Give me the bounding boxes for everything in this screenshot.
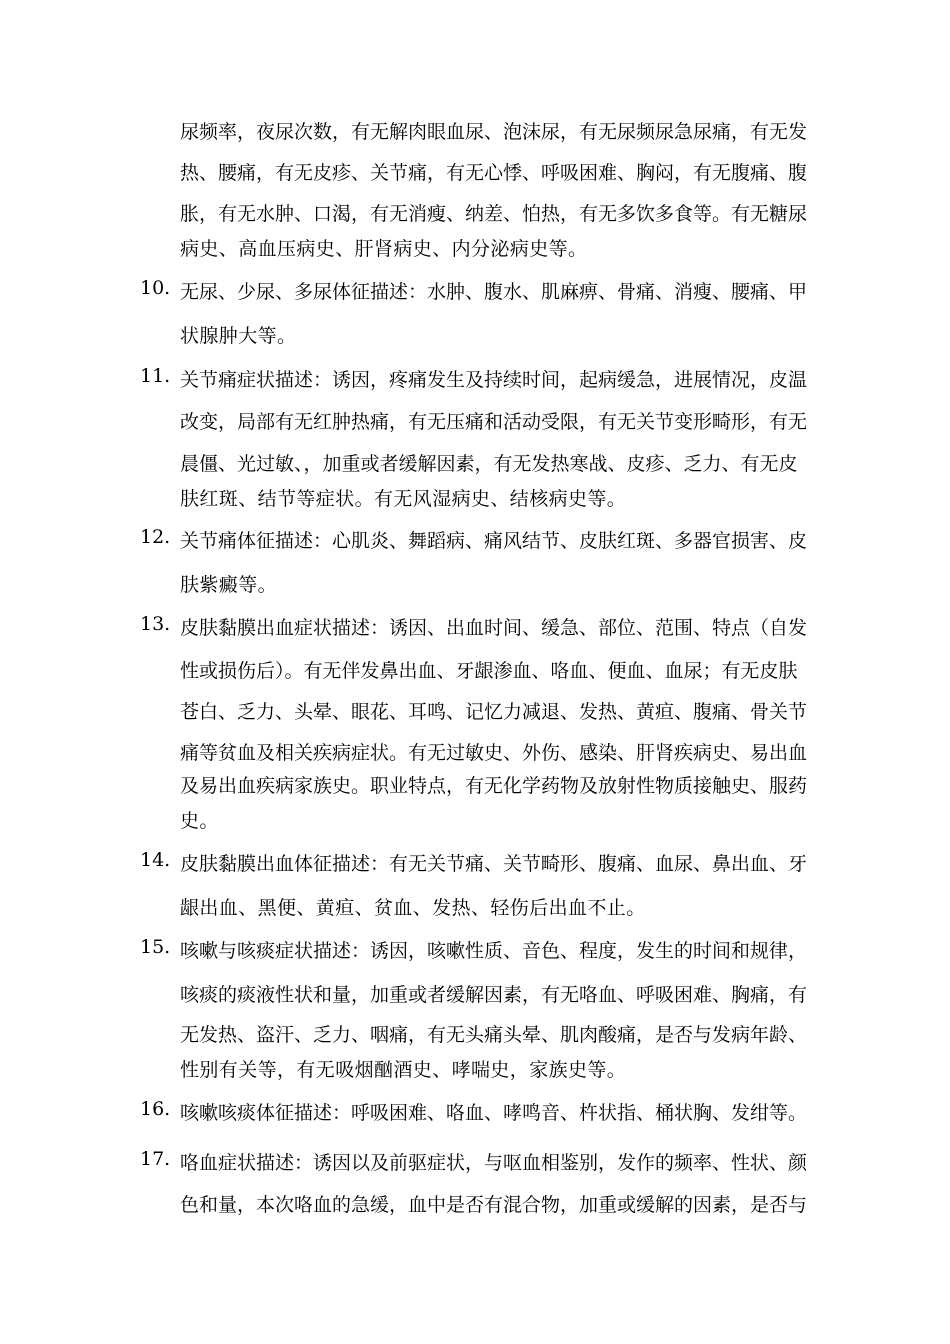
item-number: 16. [140,1098,171,1120]
continuation-line: 尿频率，夜尿次数，有无解肉眼血尿、泡沫尿，有无尿频尿急尿痛，有无发 [180,121,808,143]
item-line: 咳痰的痰液性状和量，加重或者缓解因素，有无咯血、呼吸困难、胸痛，有 [180,984,808,1006]
item-number: 17. [140,1148,171,1170]
item-line: 肤紫癜等。 [180,574,278,596]
item-line: 状腺肿大等。 [180,325,297,347]
item-line: 咳嗽咳痰体征描述：呼吸困难、咯血、哮鸣音、杵状指、桶状胸、发绀等。 [180,1102,808,1124]
item-line: 咯血症状描述：诱因以及前驱症状，与呕血相鉴别，发作的频率、性状、颜 [180,1152,808,1174]
item-line: 及易出血疾病家族史。职业特点，有无化学药物及放射性物质接触史、服药 [180,775,808,797]
item-line: 史。 [180,810,219,832]
item-number: 13. [140,613,171,635]
item-line: 改变，局部有无红肿热痛，有无压痛和活动受限，有无关节变形畸形，有无 [180,411,808,433]
item-line: 无发热、盗汗、乏力、咽痛，有无头痛头晕、肌肉酸痛，是否与发病年龄、 [180,1024,808,1046]
item-line: 咳嗽与咳痰症状描述：诱因，咳嗽性质、音色、程度，发生的时间和规律， [180,940,808,962]
item-number: 14. [140,849,171,871]
item-line: 性别有关等，有无吸烟酗酒史、哮喘史，家族史等。 [180,1059,627,1081]
item-line: 性或损伤后）。有无伴发鼻出血、牙龈渗血、咯血、便血、血尿；有无皮肤 [180,660,798,682]
item-line: 龈出血、黑便、黄疸、贫血、发热、轻伤后出血不止。 [180,897,646,919]
item-line: 痛等贫血及相关疾病症状。有无过敏史、外伤、感染、肝肾疾病史、易出血 [180,742,808,764]
item-line: 苍白、乏力、头晕、眼花、耳鸣、记忆力减退、发热、黄疸、腹痛、骨关节 [180,701,808,723]
item-line: 肤红斑、结节等症状。有无风湿病史、结核病史等。 [180,488,627,510]
continuation-line: 病史、高血压病史、肝肾病史、内分泌病史等。 [180,238,588,260]
item-line: 关节痛症状描述：诱因，疼痛发生及持续时间，起病缓急，进展情况，皮温 [180,369,808,391]
item-number: 15. [140,936,171,958]
item-number: 12. [140,526,171,548]
item-line: 皮肤黏膜出血症状描述：诱因、出血时间、缓急、部位、范围、特点（自发 [180,617,808,639]
item-number: 10. [140,277,171,299]
continuation-line: 胀，有无水肿、口渴，有无消瘦、纳差、怕热，有无多饮多食等。有无糖尿 [180,203,808,225]
item-number: 11. [140,365,171,387]
continuation-line: 热、腰痛，有无皮疹、关节痛，有无心悸、呼吸困难、胸闷，有无腹痛、腹 [180,162,808,184]
item-line: 无尿、少尿、多尿体征描述：水肿、腹水、肌麻痹、骨痛、消瘦、腰痛、甲 [180,281,808,303]
item-line: 皮肤黏膜出血体征描述：有无关节痛、关节畸形、腹痛、血尿、鼻出血、牙 [180,853,808,875]
item-line: 晨僵、光过敏、，加重或者缓解因素，有无发热寒战、皮疹、乏力、有无皮 [180,453,798,475]
item-line: 色和量，本次咯血的急缓，血中是否有混合物，加重或缓解的因素，是否与 [180,1194,808,1216]
item-line: 关节痛体征描述：心肌炎、舞蹈病、痛风结节、皮肤红斑、多器官损害、皮 [180,530,808,552]
